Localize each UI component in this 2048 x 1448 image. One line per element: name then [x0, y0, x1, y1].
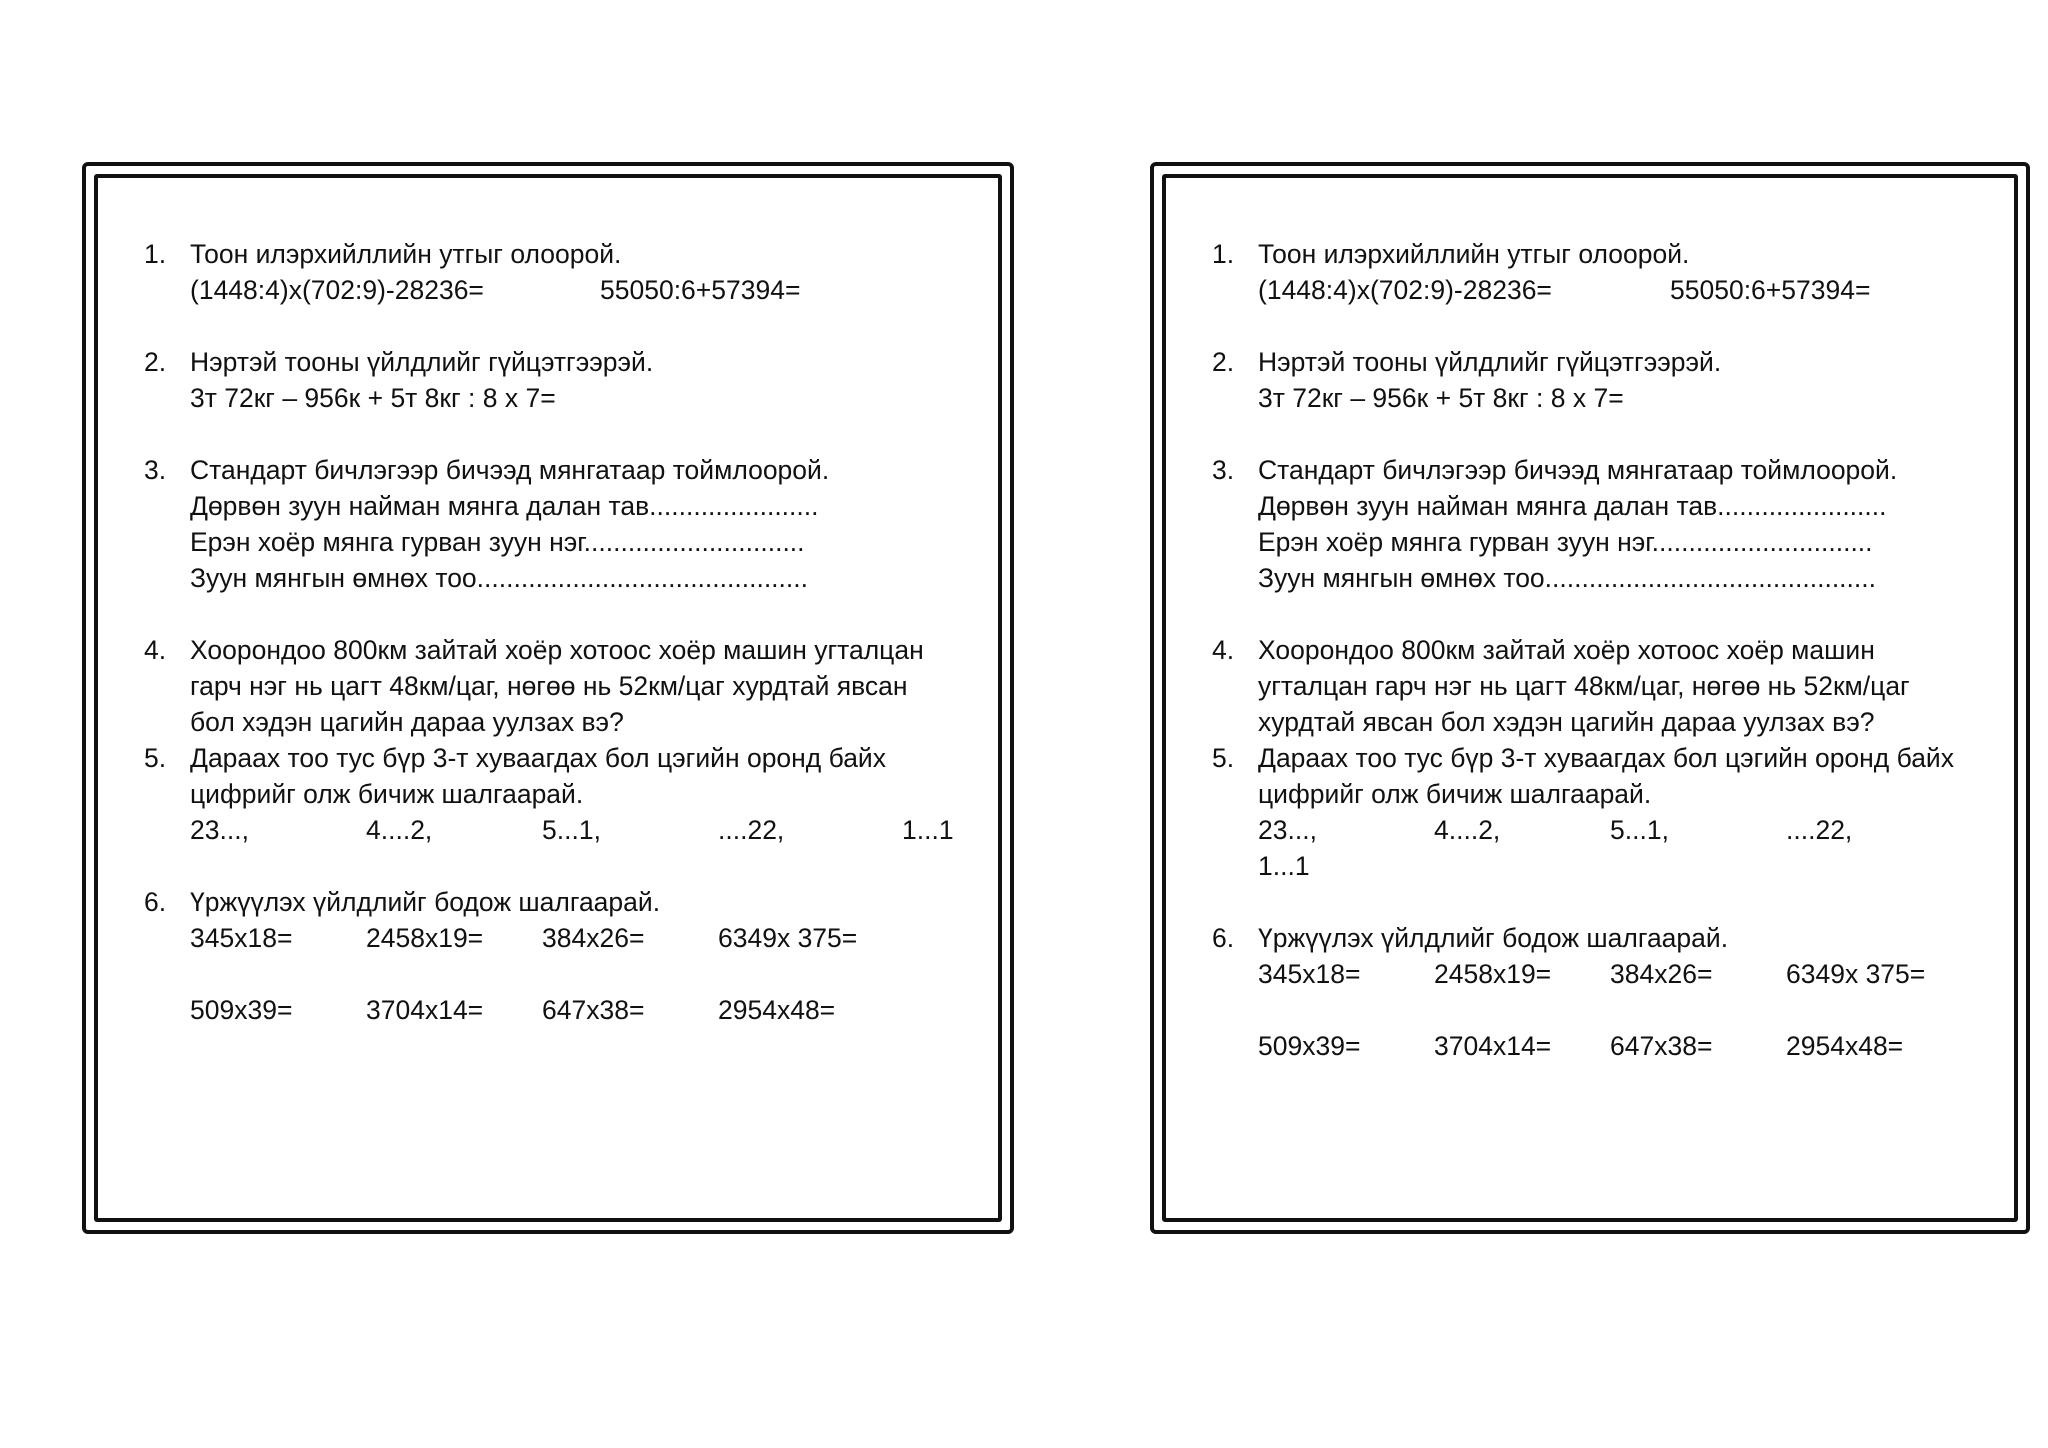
expression: 3т 72кг – 956к + 5т 8кг : 8 x 7= — [190, 383, 556, 413]
multiplication-item: 345x18= — [1258, 959, 1361, 989]
task-number: 2. — [1212, 347, 1235, 377]
multiplication-item: 6349x 375= — [718, 923, 858, 953]
digit-item: ....22, — [718, 815, 785, 845]
digit-item: 23..., — [1258, 815, 1317, 845]
task-2 — [1212, 344, 2010, 416]
task-4 — [144, 632, 994, 740]
digit-item: 1...1 — [1258, 851, 1310, 881]
task-text: гарч нэг нь цагт 48км/цаг, нөгөө нь 52км/цаг хурдтай явсан — [190, 671, 908, 701]
task-number: 6. — [1212, 923, 1235, 953]
multiplication-row — [1258, 1028, 2010, 1064]
task-3 — [144, 452, 994, 596]
fill-in-line: Зуун мянгын өмнөх тоо............................................. — [190, 563, 808, 593]
digit-item: 4....2, — [366, 815, 433, 845]
task-title: Стандарт бичлэгээр бичээд мянгатаар тоймлоорой. — [190, 455, 830, 485]
task-title: Үржүүлэх үйлдлийг бодож шалгаарай. — [1258, 923, 1729, 953]
task-number: 1. — [1212, 239, 1235, 269]
task-text: Дараах тоо тус бүр 3-т хуваагдах бол цэгийн оронд байх — [190, 743, 886, 773]
multiplication-item: 384x26= — [542, 923, 645, 953]
multiplication-item: 2458x19= — [1434, 959, 1552, 989]
digit-item: 5...1, — [1610, 815, 1669, 845]
task-title: Тоон илэрхийллийн утгыг олоорой. — [190, 239, 622, 269]
multiplication-item: 2458x19= — [366, 923, 484, 953]
multiplication-item: 647x38= — [1610, 1031, 1713, 1061]
task-text: цифрийг олж бичиж шалгаарай. — [190, 779, 584, 809]
task-title: Стандарт бичлэгээр бичээд мянгатаар тоймлоорой. — [1258, 455, 1898, 485]
task-number: 2. — [144, 347, 167, 377]
task-1 — [1212, 236, 2010, 308]
task-title: Үржүүлэх үйлдлийг бодож шалгаарай. — [190, 887, 661, 917]
task-number: 6. — [144, 887, 167, 917]
multiplication-row — [190, 992, 994, 1028]
task-text: Хоорондоо 800км зайтай хоёр хотоос хоёр машин — [1258, 635, 1875, 665]
digit-item: 1...1 — [902, 815, 954, 845]
digit-item: ....22, — [1786, 815, 1853, 845]
task-5 — [144, 740, 994, 848]
worksheet-card-left — [82, 162, 1014, 1234]
fill-in-line: Дөрвөн зуун найман мянга далан тав....................... — [1258, 491, 1887, 521]
task-title: Тоон илэрхийллийн утгыг олоорой. — [1258, 239, 1690, 269]
multiplication-row — [190, 920, 994, 956]
task-6 — [1212, 920, 2010, 1064]
task-text: цифрийг олж бичиж шалгаарай. — [1258, 779, 1652, 809]
task-text: хурдтай явсан бол хэдэн цагийн дараа уулзах вэ? — [1258, 707, 1875, 737]
multiplication-item: 3704x14= — [366, 995, 484, 1025]
fill-in-line: Ерэн хоёр мянга гурван зуун нэг.............................. — [190, 527, 805, 557]
task-number: 5. — [1212, 743, 1235, 773]
task-text: бол хэдэн цагийн дараа уулзах вэ? — [190, 707, 624, 737]
multiplication-item: 345x18= — [190, 923, 293, 953]
expression: 55050:6+57394= — [600, 275, 801, 305]
fill-in-line: Ерэн хоёр мянга гурван зуун нэг.............................. — [1258, 527, 1873, 557]
task-text: Дараах тоо тус бүр 3-т хуваагдах бол цэгийн оронд байх — [1258, 743, 1954, 773]
digit-item: 4....2, — [1434, 815, 1501, 845]
digit-items-row — [1258, 812, 2010, 848]
task-text: Хоорондоо 800км зайтай хоёр хотоос хоёр машин угталцан — [190, 635, 924, 665]
digit-item: 5...1, — [542, 815, 601, 845]
task-list — [1212, 236, 2010, 1064]
multiplication-item: 2954x48= — [1786, 1031, 1904, 1061]
task-number: 4. — [1212, 635, 1235, 665]
fill-in-line: Зуун мянгын өмнөх тоо............................................. — [1258, 563, 1876, 593]
multiplication-item: 6349x 375= — [1786, 959, 1926, 989]
multiplication-item: 3704x14= — [1434, 1031, 1552, 1061]
multiplication-item: 509x39= — [190, 995, 293, 1025]
task-title: Нэртэй тооны үйлдлийг гүйцэтгээрэй. — [1258, 347, 1722, 377]
digit-item: 23..., — [190, 815, 249, 845]
task-number: 1. — [144, 239, 167, 269]
multiplication-item: 509x39= — [1258, 1031, 1361, 1061]
worksheet-card-right — [1150, 162, 2030, 1234]
task-2 — [144, 344, 994, 416]
expression: (1448:4)x(702:9)-28236= — [190, 275, 484, 305]
digit-items-row — [190, 812, 994, 848]
task-6 — [144, 884, 994, 1028]
expression: (1448:4)x(702:9)-28236= — [1258, 275, 1552, 305]
task-number: 3. — [144, 455, 167, 485]
fill-in-line: Дөрвөн зуун найман мянга далан тав....................... — [190, 491, 819, 521]
task-text: угталцан гарч нэг нь цагт 48км/цаг, нөгөө нь 52км/цаг — [1258, 671, 1910, 701]
task-number: 3. — [1212, 455, 1235, 485]
task-number: 5. — [144, 743, 167, 773]
expression: 3т 72кг – 956к + 5т 8кг : 8 x 7= — [1258, 383, 1624, 413]
multiplication-row — [1258, 956, 2010, 992]
multiplication-item: 384x26= — [1610, 959, 1713, 989]
task-1 — [144, 236, 994, 308]
task-3 — [1212, 452, 2010, 596]
task-5 — [1212, 740, 2010, 884]
multiplication-item: 2954x48= — [718, 995, 836, 1025]
task-number: 4. — [144, 635, 167, 665]
task-4 — [1212, 632, 2010, 740]
expression: 55050:6+57394= — [1670, 275, 1871, 305]
multiplication-item: 647x38= — [542, 995, 645, 1025]
task-title: Нэртэй тооны үйлдлийг гүйцэтгээрэй. — [190, 347, 654, 377]
task-list — [144, 236, 994, 1028]
